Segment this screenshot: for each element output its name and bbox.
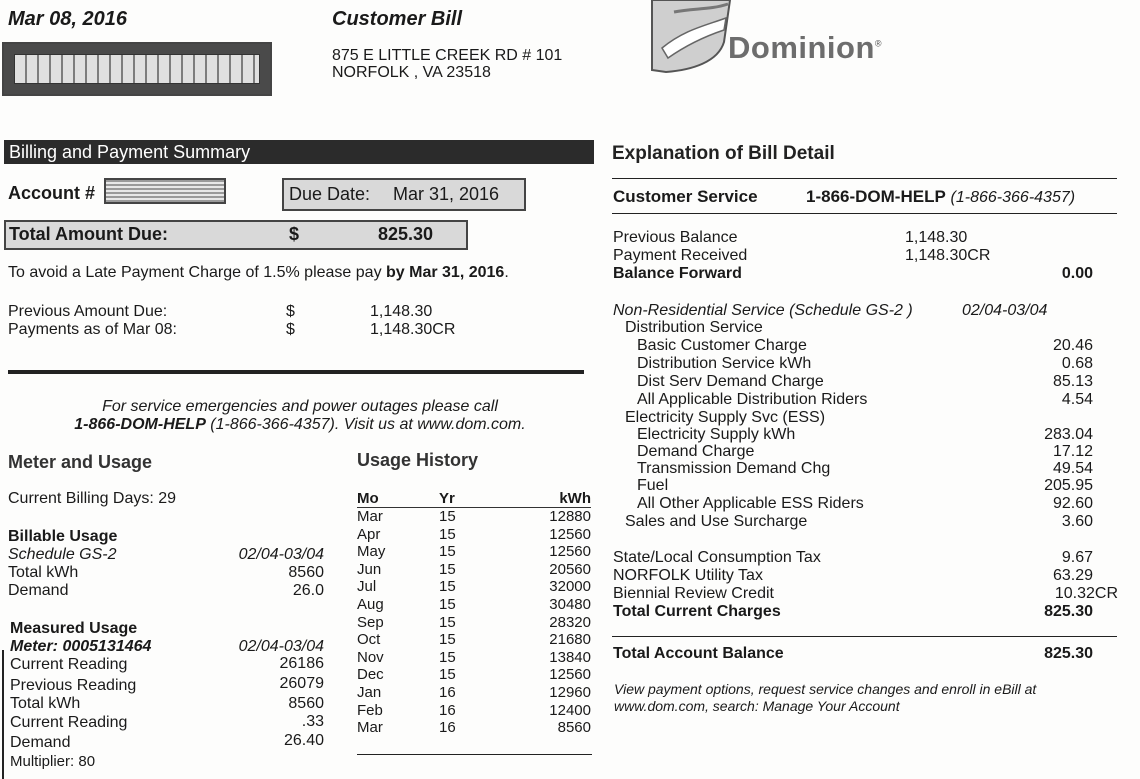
billing-days-value: 29: [158, 490, 177, 507]
previous-amount-value: 1,148.30: [370, 303, 433, 320]
table-row: [357, 526, 591, 544]
row-year: 15: [439, 613, 456, 631]
customer-service-phone: 1-866-DOM-HELP: [806, 187, 946, 206]
ebill-note-line-2: www.dom.com, search: Manage Your Account: [614, 698, 900, 714]
row-kwh: 12560: [549, 543, 591, 561]
table-row: [357, 666, 591, 684]
registered-mark: ®: [874, 38, 883, 49]
late-notice-text: To avoid a Late Payment Charge of 1.5% please pay: [8, 264, 387, 281]
row-year: 15: [439, 595, 456, 613]
service-address: [332, 47, 562, 81]
total-due-box: [4, 220, 468, 250]
charge-amount: 283.04: [1044, 426, 1093, 443]
late-notice-suffix: .: [504, 264, 509, 281]
due-date-box: [282, 178, 526, 211]
multiplier: [10, 753, 95, 770]
service-label: Non-Residential Service (Schedule GS-2 ): [613, 302, 913, 319]
total-kwh-value: 8560: [288, 564, 324, 581]
row-year: 15: [439, 508, 456, 525]
charge-amount: 49.54: [1052, 460, 1093, 477]
row-month: Apr: [357, 525, 381, 543]
reading-label-2: Previous Reading: [10, 677, 137, 694]
tax-amount: 10.32CR: [1054, 585, 1118, 602]
tax-label: Biennial Review Credit: [613, 585, 774, 602]
billing-days-label: Current Billing Days:: [8, 490, 154, 507]
row-year: 16: [439, 719, 456, 737]
table-row: [357, 702, 591, 720]
row-month: Nov: [357, 648, 384, 666]
detail-subheading-rule: [612, 213, 1117, 214]
billing-days: [8, 490, 176, 508]
tax-amount: 9.67: [1061, 549, 1093, 566]
address-line-1: 875 E LITTLE CREEK RD # 101: [332, 47, 563, 64]
row-month: Jul: [357, 578, 377, 596]
emergency-phone: 1-866-DOM-HELP: [74, 416, 206, 433]
address-line-2: NORFOLK , VA 23518: [332, 64, 491, 81]
reading-value-1: 26186: [279, 655, 324, 672]
redacted-account-number: [104, 178, 226, 204]
row-month: Dec: [357, 666, 384, 684]
row-month: Feb: [357, 701, 383, 719]
sales-tax-amount: 3.60: [1061, 513, 1093, 530]
usage-history-bottom-rule: [357, 754, 592, 755]
balance-forward-label: Balance Forward: [613, 265, 742, 282]
row-kwh: 28320: [549, 613, 591, 631]
summary-heading: Billing and Payment Summary: [9, 142, 251, 162]
payments-currency: $: [286, 321, 295, 338]
demand-value: 26.0: [292, 582, 324, 599]
charge-label: Demand Charge: [637, 443, 755, 460]
reading-value-3: 8560: [288, 695, 324, 712]
reading-value-4: .33: [301, 713, 324, 730]
total-due-currency: $: [289, 224, 300, 244]
payments-label: Payments as of Mar 08:: [8, 321, 177, 338]
meter-number: Meter: 0005131464: [10, 638, 152, 655]
usage-history-table: [357, 490, 591, 737]
charge-amount: 205.95: [1044, 477, 1093, 494]
row-month: Sep: [357, 613, 384, 631]
row-month: Jan: [357, 683, 382, 701]
row-kwh: 21680: [549, 631, 591, 649]
row-year: 15: [439, 648, 456, 666]
total-due-label: Total Amount Due:: [9, 224, 168, 244]
previous-amount-label: Previous Amount Due:: [8, 303, 168, 320]
total-account-label: Total Account Balance: [613, 645, 784, 662]
schedule-period: 02/04-03/04: [238, 546, 324, 563]
row-kwh: 30480: [549, 595, 591, 613]
left-margin-line: [2, 650, 4, 779]
reading-label-4: Current Reading: [10, 714, 128, 731]
reading-label-1: Current Reading: [10, 656, 128, 673]
row-kwh: 12560: [549, 666, 591, 684]
charge-label: All Applicable Distribution Riders: [637, 391, 868, 408]
row-kwh: 12960: [549, 683, 591, 701]
detail-heading: Explanation of Bill Detail: [612, 143, 835, 164]
multiplier-label: Multiplier:: [10, 753, 75, 770]
ebill-note: [614, 681, 1036, 715]
service-period: 02/04-03/04: [962, 302, 1048, 319]
tax-amount: 63.29: [1052, 567, 1093, 584]
row-kwh: 8560: [557, 719, 591, 737]
customer-service-phone-number: (1-866-366-4357): [950, 189, 1076, 206]
reading-value-5: 26.40: [283, 732, 324, 749]
table-row: [357, 508, 591, 526]
row-month: Mar: [357, 719, 383, 737]
ebill-note-line-1: View payment options, request service changes and enroll in eBill at: [614, 681, 1037, 697]
charge-label: Transmission Demand Chg: [637, 460, 831, 477]
billable-usage-heading: Billable Usage: [8, 528, 118, 545]
row-month: May: [357, 543, 386, 561]
summary-heading-bar: [4, 140, 594, 164]
charge-label: Distribution Service kWh: [637, 355, 812, 372]
row-kwh: 12880: [549, 508, 591, 525]
col-kwh: kWh: [511, 490, 591, 508]
account-label: Account #: [8, 183, 96, 203]
row-year: 15: [439, 666, 456, 684]
table-row: [357, 684, 591, 702]
usage-history-header: [357, 490, 591, 508]
charge-amount: 4.54: [1061, 391, 1093, 408]
charge-amount: 17.12: [1052, 443, 1093, 460]
row-month: Aug: [357, 595, 384, 613]
row-year: 15: [439, 525, 456, 543]
charge-label: All Other Applicable ESS Riders: [637, 495, 864, 512]
table-row: [357, 578, 591, 596]
bill-title: Customer Bill: [332, 8, 463, 30]
brand-name: [728, 30, 882, 66]
payments-value: 1,148.30CR: [370, 321, 456, 338]
table-row: [357, 561, 591, 579]
table-row: [357, 596, 591, 614]
previous-balance-label: Previous Balance: [613, 229, 738, 246]
payment-received-value: 1,148.30CR: [905, 247, 991, 264]
brand-text: Dominion: [728, 30, 875, 65]
sales-tax-label: Sales and Use Surcharge: [625, 513, 808, 530]
total-current-amount: 825.30: [1044, 603, 1093, 620]
measured-usage-heading: Measured Usage: [10, 620, 138, 637]
total-kwh-label: Total kWh: [8, 564, 79, 581]
due-date-label: Due Date:: [289, 184, 371, 204]
row-kwh: 20560: [549, 560, 591, 578]
charge-label: Fuel: [637, 477, 669, 494]
due-date-value: Mar 31, 2016: [393, 184, 500, 204]
charge-label: Electricity Supply kWh: [637, 426, 796, 443]
late-payment-notice: [8, 264, 509, 282]
late-notice-date: by Mar 31, 2016: [386, 264, 505, 281]
reading-value-2: 26079: [279, 675, 324, 692]
total-account-amount: 825.30: [1044, 645, 1093, 662]
row-month: Oct: [357, 631, 381, 649]
emergency-line-2-text: (1-866-366-4357). Visit us at www.dom.com.: [205, 416, 526, 433]
row-month: Mar: [357, 508, 383, 525]
charge-amount: 0.68: [1061, 355, 1093, 372]
charge-amount: 20.46: [1052, 337, 1093, 354]
row-year: 15: [439, 560, 456, 578]
table-row: [357, 649, 591, 667]
detail-top-rule: [612, 178, 1117, 179]
emergency-line-2: [0, 416, 600, 434]
row-year: 15: [439, 578, 456, 596]
demand-label: Demand: [8, 582, 69, 599]
payment-received-label: Payment Received: [613, 247, 748, 264]
meter-period: 02/04-03/04: [238, 638, 324, 655]
row-kwh: 13840: [549, 648, 591, 666]
ess-heading: Electricity Supply Svc (ESS): [625, 409, 826, 426]
summary-divider: [8, 370, 584, 374]
total-rule: [612, 636, 1117, 637]
usage-history-heading: Usage History: [357, 450, 479, 470]
table-row: [357, 719, 591, 737]
row-kwh: 32000: [549, 578, 591, 596]
previous-amount-currency: $: [286, 303, 295, 320]
charge-label: Dist Serv Demand Charge: [637, 373, 824, 390]
col-month: Mo: [357, 490, 439, 508]
redacted-customer-name: [2, 42, 272, 96]
row-year: 16: [439, 683, 456, 701]
previous-balance-value: 1,148.30: [905, 229, 968, 246]
reading-label-5: Demand: [10, 734, 71, 751]
balance-forward-value: 0.00: [1061, 265, 1093, 282]
row-kwh: 12560: [549, 525, 591, 543]
total-due-amount: 825.30: [378, 224, 434, 244]
charge-amount: 92.60: [1052, 495, 1093, 512]
table-row: [357, 543, 591, 561]
row-year: 15: [439, 543, 456, 561]
charge-label: Basic Customer Charge: [637, 337, 807, 354]
col-year: Yr: [439, 490, 511, 508]
bill-date: Mar 08, 2016: [8, 8, 127, 30]
row-kwh: 12400: [549, 701, 591, 719]
table-row: [357, 631, 591, 649]
total-current-label: Total Current Charges: [613, 603, 781, 620]
schedule-label: Schedule GS-2: [8, 546, 117, 563]
table-row: [357, 614, 591, 632]
tax-label: State/Local Consumption Tax: [613, 549, 821, 566]
row-year: 16: [439, 701, 456, 719]
multiplier-value: 80: [78, 753, 96, 770]
reading-label-3: Total kWh: [10, 695, 81, 712]
customer-service-contact: [806, 187, 1075, 207]
row-year: 15: [439, 631, 456, 649]
charge-amount: 85.13: [1052, 373, 1093, 390]
customer-service-label: Customer Service: [613, 187, 758, 206]
emergency-line-1: For service emergencies and power outages please call: [102, 398, 498, 415]
row-month: Jun: [357, 560, 382, 578]
tax-label: NORFOLK Utility Tax: [613, 567, 763, 584]
meter-heading: Meter and Usage: [8, 452, 153, 472]
distribution-heading: Distribution Service: [625, 319, 763, 336]
